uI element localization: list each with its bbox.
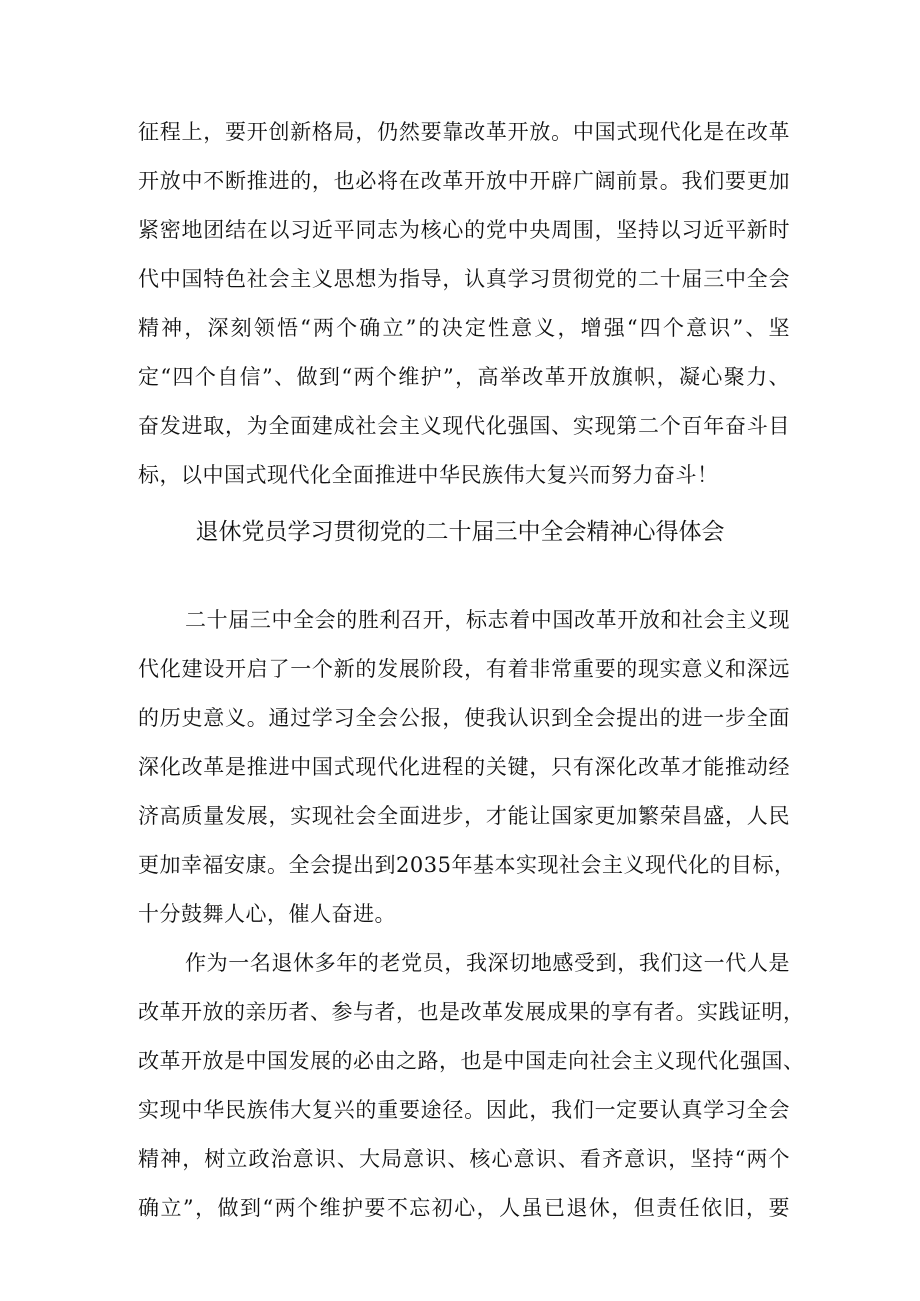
text-line: 代中国特色社会主义思想为指导，认真学习贯彻党的二十届三中全会 [138,267,790,291]
paragraph-1-line: 二十届三中全会的胜利召开，标志着中国改革开放和社会主义现 [185,608,790,632]
paragraph-2-line: 精神，树立政治意识、大局意识、核心意识、看齐意识，坚持“两个 [138,1147,790,1171]
article-title: 退休党员学习贯彻党的二十届三中全会精神心得体会 [195,519,725,545]
text-line: 标，以中国式现代化全面推进中华民族伟大复兴而努力奋斗！ [138,463,719,487]
paragraph-2-line: 改革开放是中国发展的必由之路，也是中国走向社会主义现代化强国、 [138,1049,805,1073]
paragraph-2-line: 作为一名退休多年的老党员，我深切地感受到，我们这一代人是 [185,951,790,975]
text-line: 精神，深刻领悟“两个确立”的决定性意义，增强“四个意识”、坚 [138,316,790,340]
text-line: 征程上，要开创新格局，仍然要靠改革开放。中国式现代化是在改革 [138,120,790,144]
text-line: 奋发进取，为全面建成社会主义现代化强国、实现第二个百年奋斗目 [138,414,790,438]
paragraph-1-line: 十分鼓舞人心，催人奋进。 [138,902,396,926]
paragraph-2-line: 改革开放的亲历者、参与者，也是改革发展成果的享有者。实践证明， [138,1000,805,1024]
paragraph-2-line: 实现中华民族伟大复兴的重要途径。因此，我们一定要认真学习全会 [138,1098,790,1122]
text-line: 定“四个自信”、做到“两个维护”，高举改革开放旗帜，凝心聚力、 [138,365,790,389]
paragraph-1-line: 济高质量发展，实现社会全面进步，才能让国家更加繁荣昌盛，人民 [138,804,790,828]
paragraph-1-line: 代化建设开启了一个新的发展阶段，有着非常重要的现实意义和深远 [138,657,790,681]
text-line: 紧密地团结在以习近平同志为核心的党中央周围，坚持以习近平新时 [138,218,790,242]
paragraph-2-line: 确立”，做到“两个维护要不忘初心，人虽已退休，但责任依旧，要 [138,1196,790,1220]
paragraph-1-line: 的历史意义。通过学习全会公报，使我认识到全会提出的进一步全面 [138,706,790,730]
paragraph-1-line: 深化改革是推进中国式现代化进程的关键，只有深化改革才能推动经 [138,755,790,779]
paragraph-1-line: 更加幸福安康。全会提出到2035年基本实现社会主义现代化的目标， [138,853,796,877]
text-line: 开放中不断推进的，也必将在改革开放中开辟广阔前景。我们要更加 [138,169,790,193]
